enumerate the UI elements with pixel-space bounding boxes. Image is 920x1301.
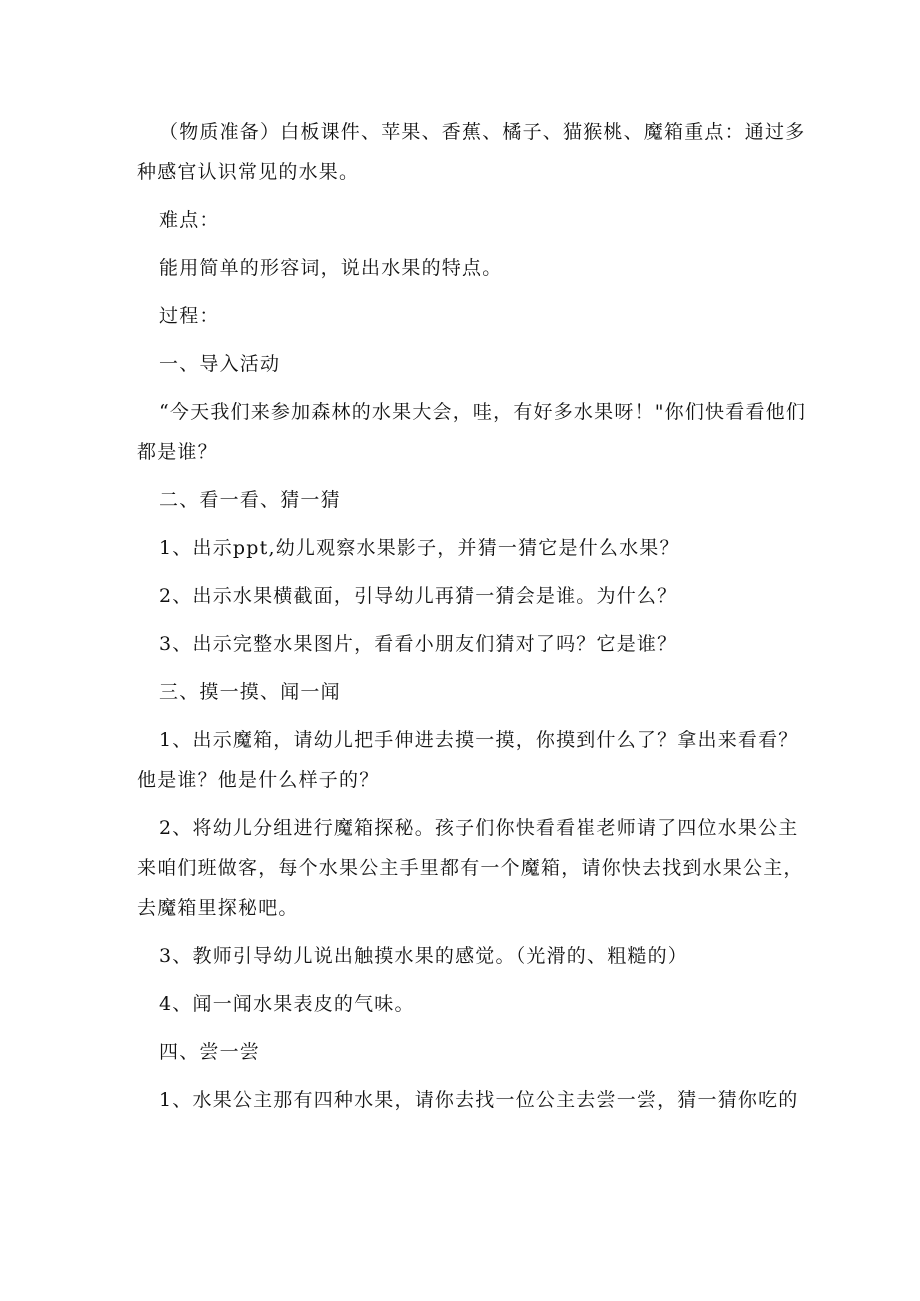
list-item-2-2: 2、出示水果横截面，引导幼儿再猜一猜会是谁。为什么？ xyxy=(159,585,678,607)
section-heading-3: 三、摸一摸、闻一闻 xyxy=(159,681,341,703)
document-body xyxy=(137,112,807,1128)
paragraph-difficulty-heading: 难点： xyxy=(159,209,220,231)
paragraph-difficulty: 能用简单的形容词，说出水果的特点。 xyxy=(159,257,503,279)
list-item-3-2: 2、将幼儿分组进行魔箱探秘。孩子们你快看看崔老师请了四位水果公主来咱们班做客，每个水果公主手里都有一个魔箱，请你快去找到水果公主，去魔箱里探秘吧。 xyxy=(137,817,804,919)
paragraph-process-heading: 过程： xyxy=(159,305,220,327)
list-item-3-1: 1、出示魔箱，请幼儿把手伸进去摸一摸，你摸到什么了？拿出来看看？他是谁？他是什么样子的？ xyxy=(137,729,799,791)
paragraph-materials: （物质准备）白板课件、苹果、香蕉、橘子、猫猴桃、魔箱重点：通过多种感官认识常见的水果。 xyxy=(137,121,806,183)
paragraph-intro-dialogue: “今天我们来参加森林的水果大会，哇，有好多水果呀！"你们快看看他们都是谁？ xyxy=(137,401,807,463)
section-heading-4: 四、尝一尝 xyxy=(159,1041,261,1063)
list-item-3-4: 4、闻一闻水果表皮的气味。 xyxy=(159,993,415,1015)
list-item-2-3: 3、出示完整水果图片，看看小朋友们猜对了吗？它是谁？ xyxy=(159,633,678,655)
section-heading-2: 二、看一看、猜一猜 xyxy=(159,489,341,511)
list-item-3-3: 3、教师引导幼儿说出触摸水果的感觉。（光滑的、粗糙的） xyxy=(159,945,688,967)
section-heading-1: 一、导入活动 xyxy=(159,353,281,375)
list-item-2-1: 1、出示ppt,幼儿观察水果影子，并猜一猜它是什么水果？ xyxy=(159,537,680,559)
list-item-4-1: 1、水果公主那有四种水果，请你去找一位公主去尝一尝，猜一猜你吃的 xyxy=(159,1089,799,1111)
